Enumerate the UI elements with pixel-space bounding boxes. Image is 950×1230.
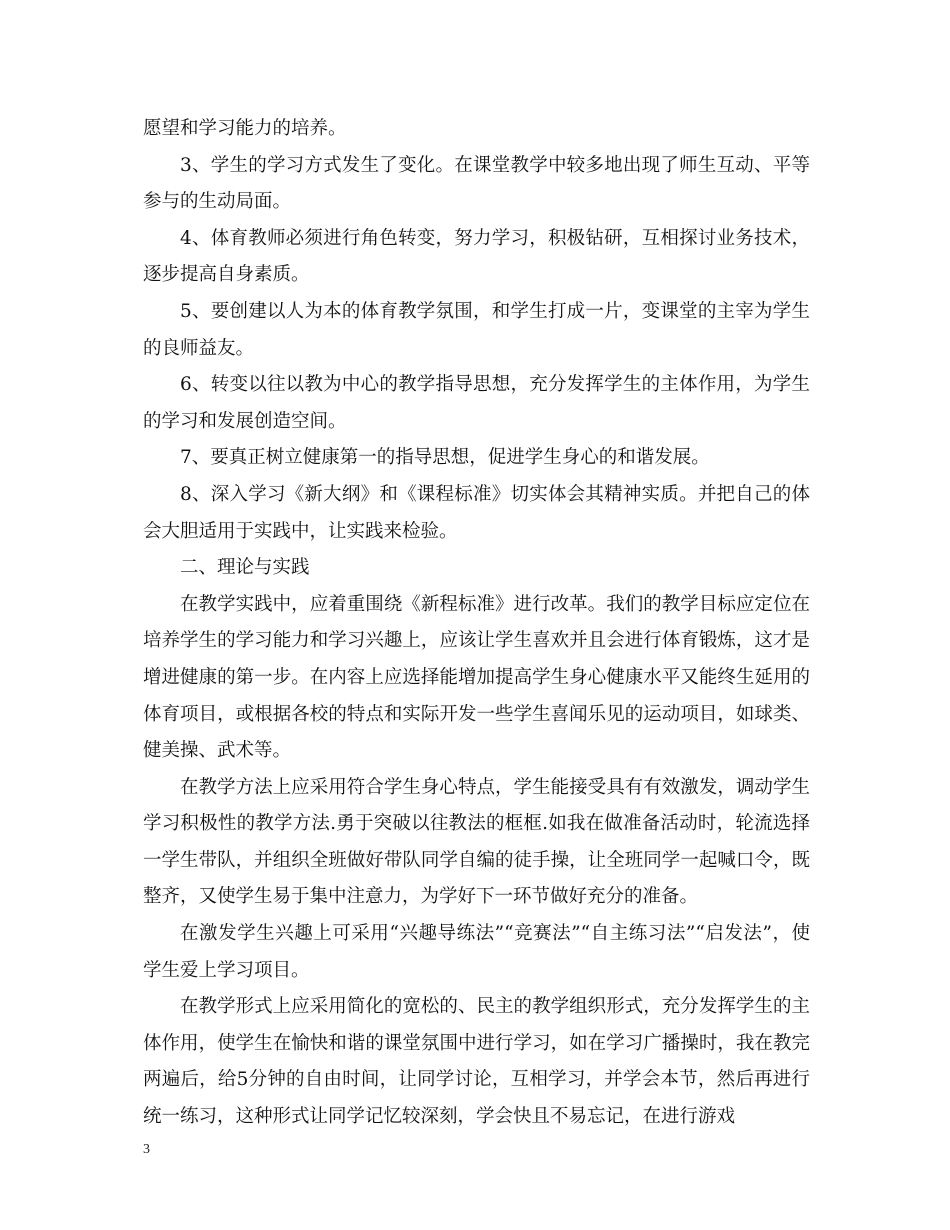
paragraph-item-7: 7、要真正树立健康第一的指导思想，促进学生身心的和谐发展。 xyxy=(180,447,710,469)
section-heading-theory-practice: 二、理论与实践 xyxy=(180,557,310,579)
paragraph-item-5: 5、要创建以人为本的体育教学氛围，和学生打成一片，变课堂的主宰为学生的良师益友。 xyxy=(143,300,810,359)
page-number: 3 xyxy=(143,1142,150,1157)
document-body xyxy=(143,111,810,1136)
paragraph-item-6: 6、转变以往以教为中心的教学指导思想，充分发挥学生的主体作用，为学生的学习和发展创造空间。 xyxy=(143,374,810,432)
paragraph-item-3: 3、学生的学习方式发生了变化。在课堂教学中较多地出现了师生互动、平等参与的生动局面。 xyxy=(143,154,810,213)
paragraph-item-8: 8、深入学习《新大纲》和《课程标准》切实体会其精神实质。并把自己的体会大胆适用于实践中，让实践来检验。 xyxy=(143,483,810,542)
paragraph-teaching-practice: 在教学实践中，应着重围绕《新程标准》进行改革。我们的教学目标应定位在培养学生的学习能力和学习兴趣上，应该让学生喜欢并且会进行体育锻炼，这才是增进健康的第一步。在内容上应选择能增加提高学生身心健康水平又能终生延用的体育项目，或根据各校的特点和实际开发一些学生喜闻乐见的运动项目，如球类、健美操、武术等。 xyxy=(143,593,810,762)
paragraph-continuation: 愿望和学习能力的培养。 xyxy=(143,118,347,139)
paragraph-item-4: 4、体育教师必须进行角色转变，努力学习，积极钻研，互相探讨业务技术，逐步提高自身素质。 xyxy=(143,227,810,286)
paragraph-student-interest: 在激发学生兴趣上可采用“兴趣导练法”“竞赛法”“自主练习法”“启发法”，使学生爱上学习项目。 xyxy=(143,923,810,981)
paragraph-teaching-forms: 在教学形式上应采用简化的宽松的、民主的教学组织形式，充分发挥学生的主体作用，使学生在愉快和谐的课堂氛围中进行学习，如在学习广播操时，我在教完两遍后，给5分钟的自由时间，让同学讨论，互相学习，并学会本节，然后再进行统一练习，这种形式让同学记忆较深刻，学会快且不易忘记，在进行游戏 xyxy=(143,996,810,1128)
paragraph-teaching-methods: 在教学方法上应采用符合学生身心特点，学生能接受具有有效激发，调动学生学习积极性的教学方法.勇于突破以往教法的框框.如我在做准备活动时，轮流选择一学生带队，并组织全班做好带队同学自编的徒手操，让全班同学一起喊口令，既整齐，又使学生易于集中注意力，为学好下一环节做好充分的准备。 xyxy=(143,776,810,908)
